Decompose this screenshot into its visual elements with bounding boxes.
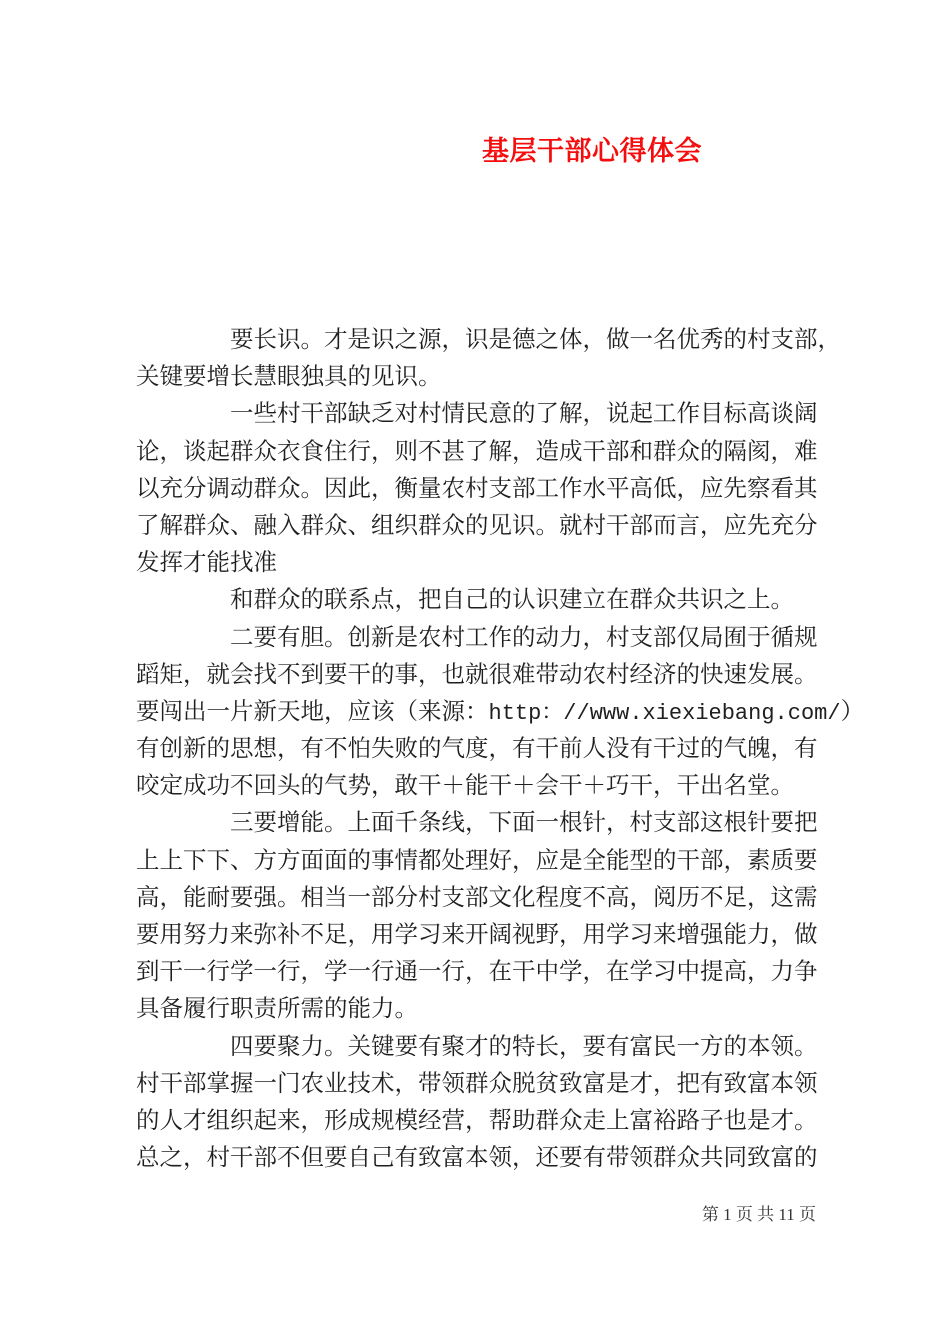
text-line: 四要聚力。关键要有聚才的特长，要有富民一方的本领。 [230,1033,818,1060]
text-line: 咬定成功不回头的气势，敢干＋能干＋会干＋巧干，干出名堂。 [136,773,794,800]
text-line: 村干部掌握一门农业技术，带领群众脱贫致富是才，把有致富本领 [136,1070,818,1097]
text-line: 和群众的联系点，把自己的认识建立在群众共识之上。 [230,587,794,614]
document-title: 基层干部心得体会 [482,136,702,166]
text-line: 具备履行职责所需的能力。 [136,996,418,1023]
text-line: 蹈矩，就会找不到要干的事，也就很难带动农村经济的快速发展。 [136,661,818,688]
text-line [136,694,865,731]
text-line: 的人才组织起来，形成规模经营，帮助群众走上富裕路子也是才。 [136,1107,818,1134]
document-body [136,322,865,1177]
text-line: 论，谈起群众衣食住行，则不甚了解，造成干部和群众的隔阂，难 [136,438,818,465]
text-line: 一些村干部缺乏对村情民意的了解，说起工作目标高谈阔 [230,401,818,428]
text-line: 以充分调动群众。因此，衡量农村支部工作水平高低，应先察看其 [136,475,818,502]
text-line: 上上下下、方方面面的事情都处理好，应是全能型的干部，素质要 [136,847,818,874]
text-segment: ） [840,698,865,725]
text-line: 要用努力来弥补不足，用学习来开阔视野，用学习来增强能力，做 [136,922,818,948]
text-line: 有创新的思想，有不怕失败的气度，有干前人没有干过的气魄，有 [136,736,818,763]
text-line: 总之，村干部不但要自己有致富本领，还要有带领群众共同致富的 [136,1145,818,1172]
text-line: 二要有胆。创新是农村工作的动力，村支部仅局囿于循规 [230,624,818,651]
text-line: 三要增能。上面千条线，下面一根针，村支部这根针要把 [230,810,818,837]
text-segment: 要闯出一片新天地，应该（来源： [136,698,489,725]
text-line: 要长识。才是识之源，识是德之体，做一名优秀的村支部， [230,327,841,353]
page-number-footer: 第 1 页 共 11 页 [701,1205,816,1224]
text-line: 了解群众、融入群众、组织群众的见识。就村干部而言，应先充分 [136,512,818,539]
text-line: 关键要增长慧眼独具的见识。 [136,364,442,391]
source-url-text: http：//www.xiexiebang.com/ [488,700,841,726]
text-line: 发挥才能找准 [136,550,277,577]
text-line: 高，能耐要强。相当一部分村支部文化程度不高，阅历不足，这需 [136,884,818,911]
text-line: 到干一行学一行，学一行通一行，在干中学，在学习中提高，力争 [136,959,818,986]
